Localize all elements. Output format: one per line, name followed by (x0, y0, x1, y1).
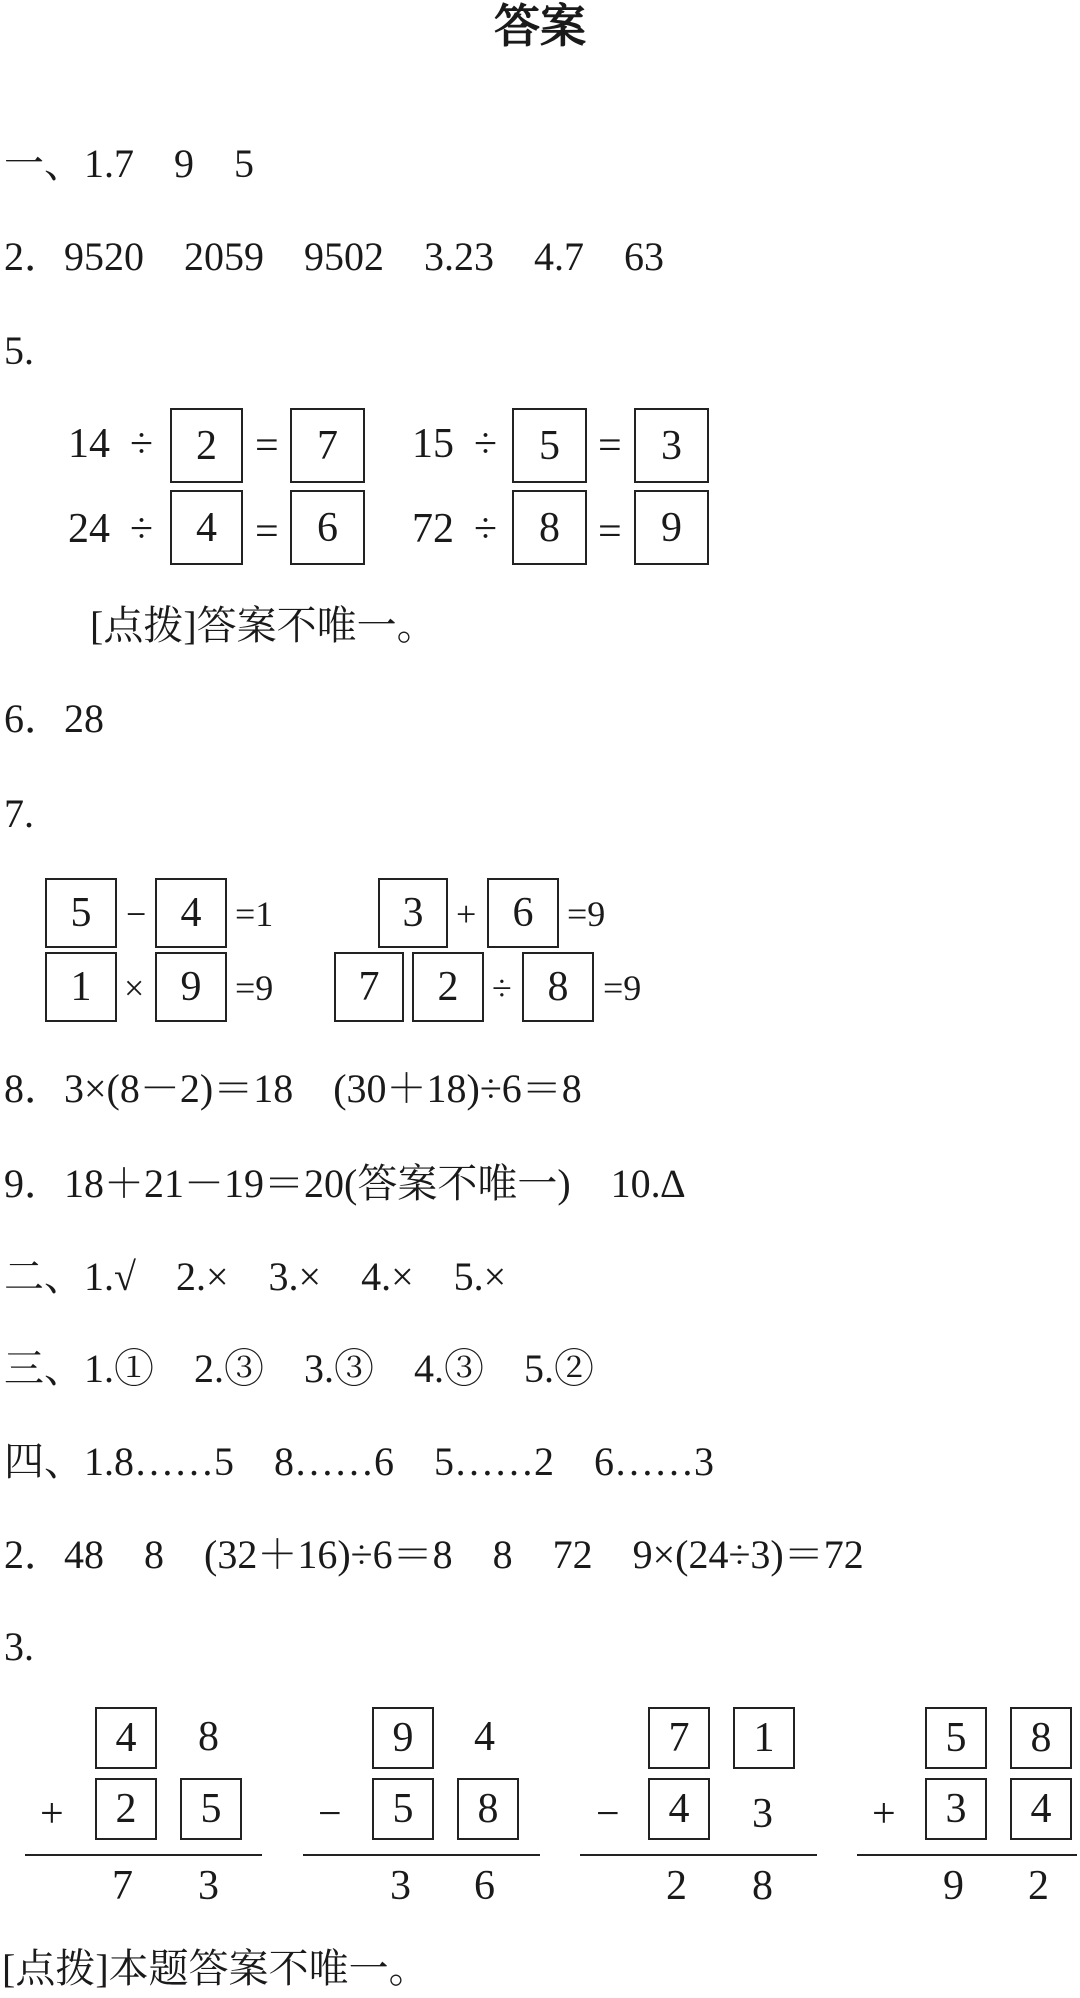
digit: 4 (474, 1714, 495, 1760)
digit-box: 5 (925, 1707, 987, 1769)
q5-dividend: 72 (412, 506, 454, 552)
digit: 3 (198, 1863, 219, 1909)
answer-section-2: 二、1.√ 2.× 3.× 4.× 5.× (4, 1254, 507, 1299)
q5-divisor-box: 5 (512, 408, 587, 483)
digit: 2 (1028, 1863, 1049, 1909)
q7-box: 2 (412, 952, 484, 1022)
digit-box: 8 (457, 1778, 519, 1840)
digit-box: 5 (372, 1778, 434, 1840)
equals-sign: = (598, 423, 622, 469)
digit: 8 (198, 1714, 219, 1760)
digit-box: 2 (95, 1778, 157, 1840)
q5-dividend: 24 (68, 506, 110, 552)
q5-quotient-box: 9 (634, 490, 709, 565)
sum-line (857, 1854, 1077, 1856)
digit-box: 1 (733, 1707, 795, 1769)
minus-sign: − (318, 1791, 342, 1837)
digit-box: 9 (372, 1707, 434, 1769)
equals-sign: = (255, 509, 279, 555)
q5-dividend: 15 (412, 421, 454, 467)
answer-section-4: 四、1.8……5 8……6 5……2 6……3 (4, 1439, 714, 1484)
answer-line-4-2: 2．48 8 (32＋16)÷6＝8 8 72 9×(24÷3)＝72 (4, 1532, 864, 1577)
digit-box: 3 (925, 1778, 987, 1840)
answer-line-2: 2．9520 2059 9502 3.23 4.7 63 (4, 234, 664, 279)
q7-box: 8 (522, 952, 594, 1022)
digit: 3 (390, 1863, 411, 1909)
q7-result: =9 (235, 968, 274, 1008)
digit: 8 (752, 1863, 773, 1909)
minus-sign: − (126, 894, 147, 934)
q7-box: 7 (334, 952, 404, 1022)
hint-note-final: [点拨]本题答案不唯一。 (2, 1946, 429, 1991)
digit: 6 (474, 1863, 495, 1909)
divide-sign: ÷ (130, 506, 154, 552)
difference-line (303, 1854, 540, 1856)
answer-section-3: 三、1.① 2.③ 3.③ 4.③ 5.② (4, 1346, 594, 1391)
divide-sign: ÷ (130, 421, 154, 467)
plus-sign: + (40, 1791, 64, 1837)
page-title: 答案 (494, 0, 586, 53)
q5-divisor-box: 4 (170, 490, 243, 565)
q7-result: =1 (235, 894, 274, 934)
answer-line-4-3-label: 3. (4, 1624, 34, 1669)
answer-line-9: 9．18＋21－19＝20(答案不唯一) 10.∆ (4, 1161, 686, 1206)
digit-box: 4 (1010, 1778, 1072, 1840)
digit-box: 4 (95, 1707, 157, 1769)
digit: 9 (943, 1863, 964, 1909)
sum-line (25, 1854, 262, 1856)
digit-box: 7 (648, 1707, 710, 1769)
q7-box: 1 (45, 952, 117, 1022)
q7-box: 6 (487, 878, 559, 948)
digit-box: 5 (180, 1778, 242, 1840)
answer-line-8: 8．3×(8－2)＝18 (30＋18)÷6＝8 (4, 1066, 582, 1111)
times-sign: × (124, 968, 145, 1008)
digit-box: 4 (648, 1778, 710, 1840)
q5-dividend: 14 (68, 421, 110, 467)
divide-sign: ÷ (474, 506, 498, 552)
answer-line-5-label: 5. (4, 328, 34, 373)
q7-box: 3 (378, 878, 448, 948)
digit-box: 8 (1010, 1707, 1072, 1769)
digit: 3 (752, 1791, 773, 1837)
q5-quotient-box: 3 (634, 408, 709, 483)
answer-line-7-label: 7. (4, 791, 34, 836)
q5-divisor-box: 2 (170, 408, 243, 483)
q7-box: 9 (155, 952, 227, 1022)
equals-sign: = (598, 509, 622, 555)
q7-result: =9 (603, 968, 642, 1008)
divide-sign: ÷ (474, 421, 498, 467)
q5-quotient-box: 7 (290, 408, 365, 483)
hint-note: [点拨]答案不唯一。 (90, 603, 437, 648)
q7-box: 5 (45, 878, 117, 948)
divide-sign: ÷ (492, 968, 512, 1008)
digit: 7 (112, 1863, 133, 1909)
q7-box: 4 (155, 878, 227, 948)
q7-result: =9 (567, 894, 606, 934)
answer-line-6: 6．28 (4, 696, 104, 741)
difference-line (580, 1854, 817, 1856)
q5-divisor-box: 8 (512, 490, 587, 565)
answer-line-1: 一、1.7 9 5 (4, 141, 254, 186)
digit: 2 (666, 1863, 687, 1909)
plus-sign: + (872, 1791, 896, 1837)
plus-sign: + (456, 894, 477, 934)
equals-sign: = (255, 423, 279, 469)
minus-sign: − (596, 1791, 620, 1837)
q5-quotient-box: 6 (290, 490, 365, 565)
